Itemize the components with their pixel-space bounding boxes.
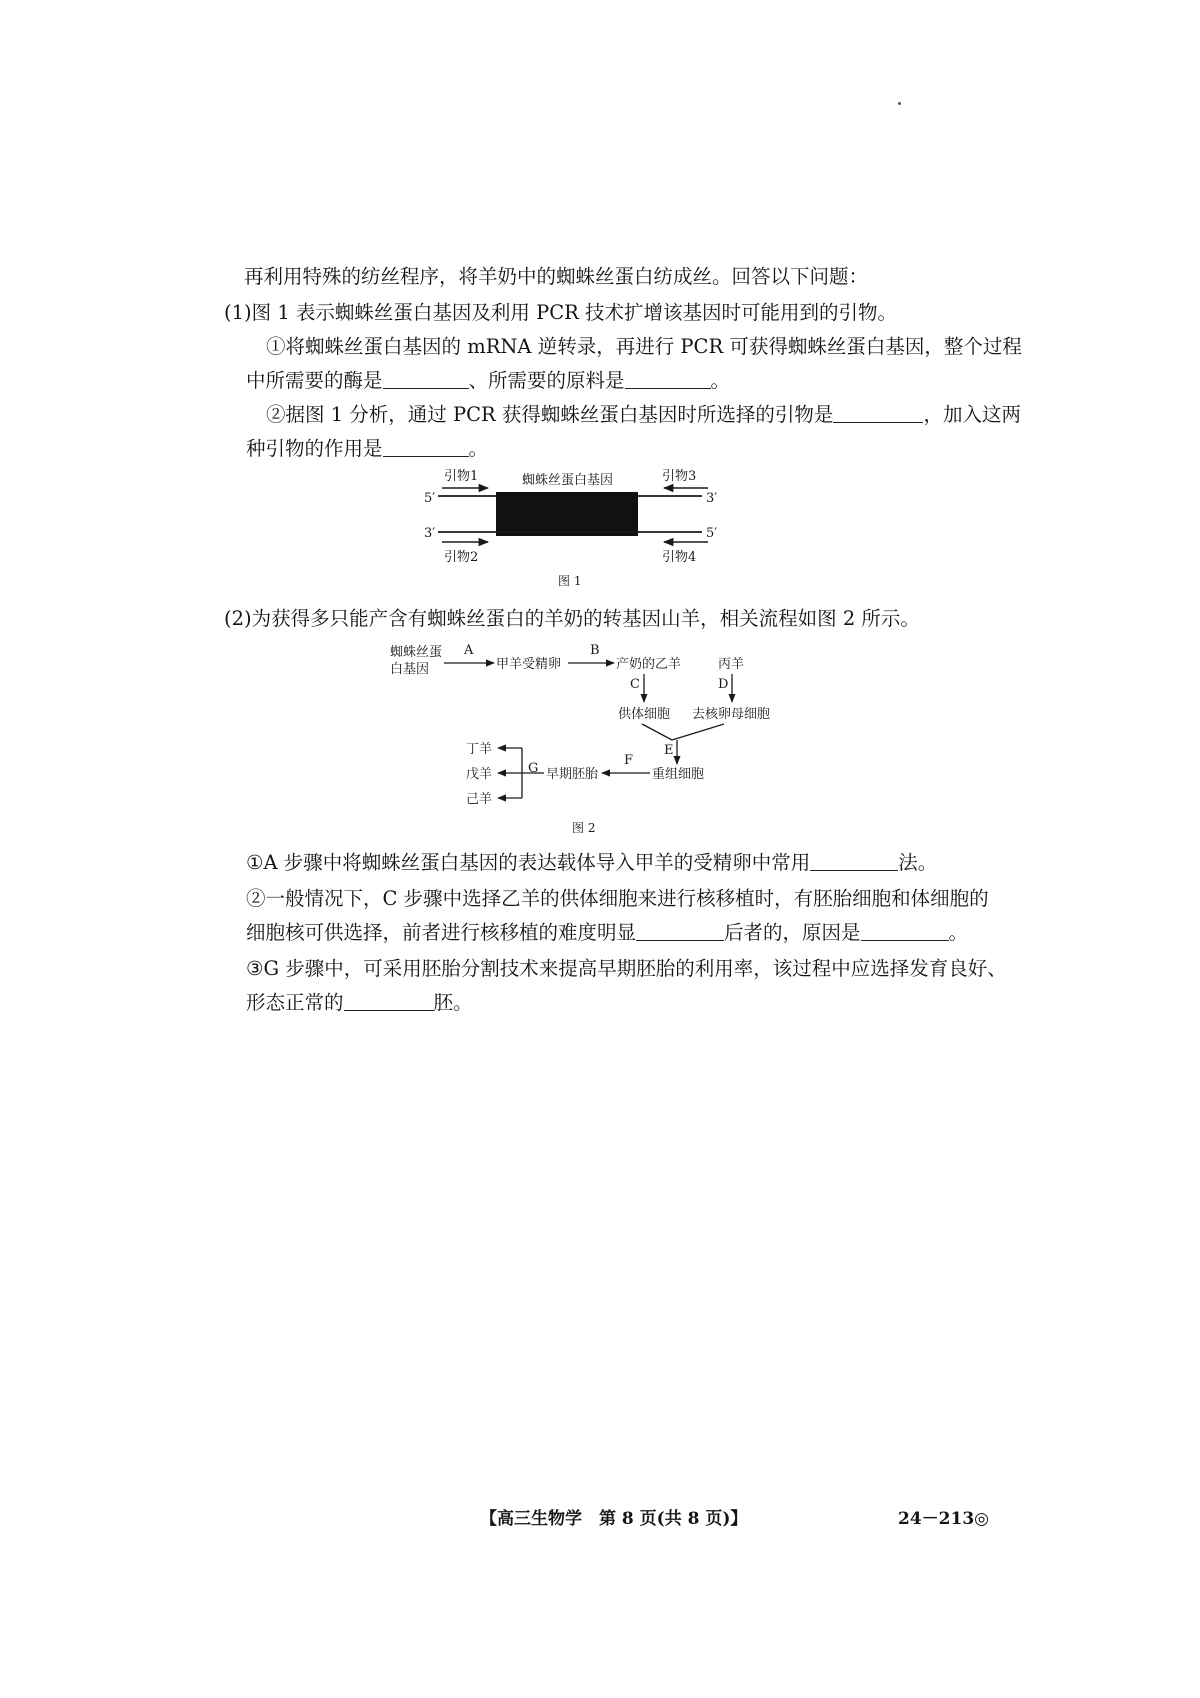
q1-sub2-text-d: 。 <box>468 437 489 460</box>
q2-sub2-text-a: 细胞核可供选择，前者进行核移植的难度明显 <box>246 921 637 944</box>
q1-sub1-line2 <box>246 366 730 396</box>
figure-1 <box>424 462 790 592</box>
q2-sub2-line2 <box>246 918 968 948</box>
fig2-goat-wu: 戊羊 <box>466 767 493 782</box>
q2-sub1-text-b: 法。 <box>898 851 938 874</box>
q2-sub2-text-b: 后者的，原因是 <box>724 921 861 944</box>
answer-blank-materials[interactable] <box>625 368 711 389</box>
answer-blank-embryo-stage[interactable] <box>344 990 434 1011</box>
fig2-merge-left <box>642 724 672 740</box>
fig1-primer3-label: 引物3 <box>662 469 697 484</box>
q2-sub3-text-a: 形态正常的 <box>246 991 344 1014</box>
fig2-goat-ding: 丁羊 <box>466 742 493 757</box>
fig2-start-line1: 蜘蛛丝蛋 <box>390 645 443 660</box>
footer-circle-mark: ◎ <box>974 1509 989 1529</box>
intro-line: 再利用特殊的纺丝程序，将羊奶中的蜘蛛丝蛋白纺成丝。回答以下问题： <box>244 265 869 288</box>
q1-sub1-text-c: 。 <box>710 369 731 392</box>
fig2-step-f: F <box>624 753 634 768</box>
q2-sub1-text-a: ①A 步骤中将蜘蛛丝蛋白基因的表达载体导入甲羊的受精卵中常用 <box>246 851 811 874</box>
answer-blank-reason[interactable] <box>861 920 949 941</box>
q2-sub2-text-c: 。 <box>948 921 969 944</box>
q1-sub1-line1: ①将蜘蛛丝蛋白基因的 mRNA 逆转录，再进行 PCR 可获得蜘蛛丝蛋白基因，整个过程 <box>266 335 1022 358</box>
fig2-enucleated-oocyte: 去核卵母细胞 <box>692 707 771 722</box>
q1-sub2-text-b: ，加入这两 <box>923 403 1021 426</box>
fig2-step-d: D <box>718 677 729 692</box>
fig2-caption: 图 2 <box>572 821 596 835</box>
answer-blank-difficulty[interactable] <box>636 920 724 941</box>
q1-sub2-line1 <box>266 400 1021 430</box>
fig2-milk-goat-yi: 产奶的乙羊 <box>616 657 682 672</box>
fig2-goat-ji: 己羊 <box>466 792 493 807</box>
fig2-goat-bing: 丙羊 <box>718 657 745 672</box>
fig2-merge-right <box>672 724 724 740</box>
q1-sub1-text-a: 中所需要的酶是 <box>246 369 383 392</box>
q2-sub3-text-b: 胚。 <box>433 991 473 1014</box>
fig2-step-b: B <box>590 643 600 658</box>
answer-blank-primers[interactable] <box>833 402 923 423</box>
answer-blank-enzyme[interactable] <box>383 368 469 389</box>
figure-2 <box>380 636 840 836</box>
fig2-early-embryo: 早期胚胎 <box>546 767 599 782</box>
fig1-primer2-label: 引物2 <box>444 550 479 565</box>
footer-code-text: 24－213 <box>898 1509 975 1529</box>
answer-blank-method[interactable] <box>810 850 898 871</box>
q1-stem: (1)图 1 表示蜘蛛丝蛋白基因及利用 PCR 技术扩增该基因时可能用到的引物。 <box>224 301 898 324</box>
q2-sub3-line1: ③G 步骤中，可采用胚胎分割技术来提高早期胚胎的利用率，该过程中应选择发育良好、 <box>246 957 1007 980</box>
fig2-donor-cell: 供体细胞 <box>618 707 671 722</box>
fig2-step-a: A <box>464 643 474 658</box>
page-footer: 【高三生物学 第 8 页(共 8 页)】 <box>480 1509 748 1529</box>
fig1-gene-block <box>496 492 638 536</box>
q2-sub2-line1: ②一般情况下，C 步骤中选择乙羊的供体细胞来进行核移植时，有胚胎细胞和体细胞的 <box>246 887 989 910</box>
fig1-caption: 图 1 <box>558 574 582 588</box>
answer-blank-primer-role[interactable] <box>383 436 469 457</box>
scan-speck <box>898 102 901 105</box>
fig2-step-e: E <box>664 743 674 758</box>
fig1-primer1-label: 引物1 <box>444 469 479 484</box>
fig2-step-g: G <box>528 761 539 776</box>
fig1-bottom-3-end: 3′ <box>424 526 436 541</box>
q1-sub1-text-b: 、所需要的原料是 <box>468 369 625 392</box>
fig1-bottom-5-end: 5′ <box>706 526 718 541</box>
fig1-top-5-end: 5′ <box>424 491 436 506</box>
q2-sub1 <box>246 848 937 878</box>
q2-sub3-line2 <box>246 988 473 1018</box>
fig1-primer4-label: 引物4 <box>662 550 697 565</box>
q1-sub2-text-a: ②据图 1 分析，通过 PCR 获得蜘蛛丝蛋白基因时所选择的引物是 <box>266 403 834 426</box>
fig2-reconstructed-cell: 重组细胞 <box>652 767 705 782</box>
q1-sub2-line2 <box>246 434 488 464</box>
fig2-start-line2: 白基因 <box>390 662 430 677</box>
fig1-gene-label: 蜘蛛丝蛋白基因 <box>522 473 614 488</box>
q1-sub2-text-c: 种引物的作用是 <box>246 437 383 460</box>
fig1-top-3-end: 3′ <box>706 491 718 506</box>
footer-code <box>898 1504 989 1529</box>
fig2-fertilized-egg: 甲羊受精卵 <box>496 657 562 672</box>
q2-stem: (2)为获得多只能产含有蜘蛛丝蛋白的羊奶的转基因山羊，相关流程如图 2 所示。 <box>224 607 920 630</box>
fig2-step-c: C <box>630 677 640 692</box>
